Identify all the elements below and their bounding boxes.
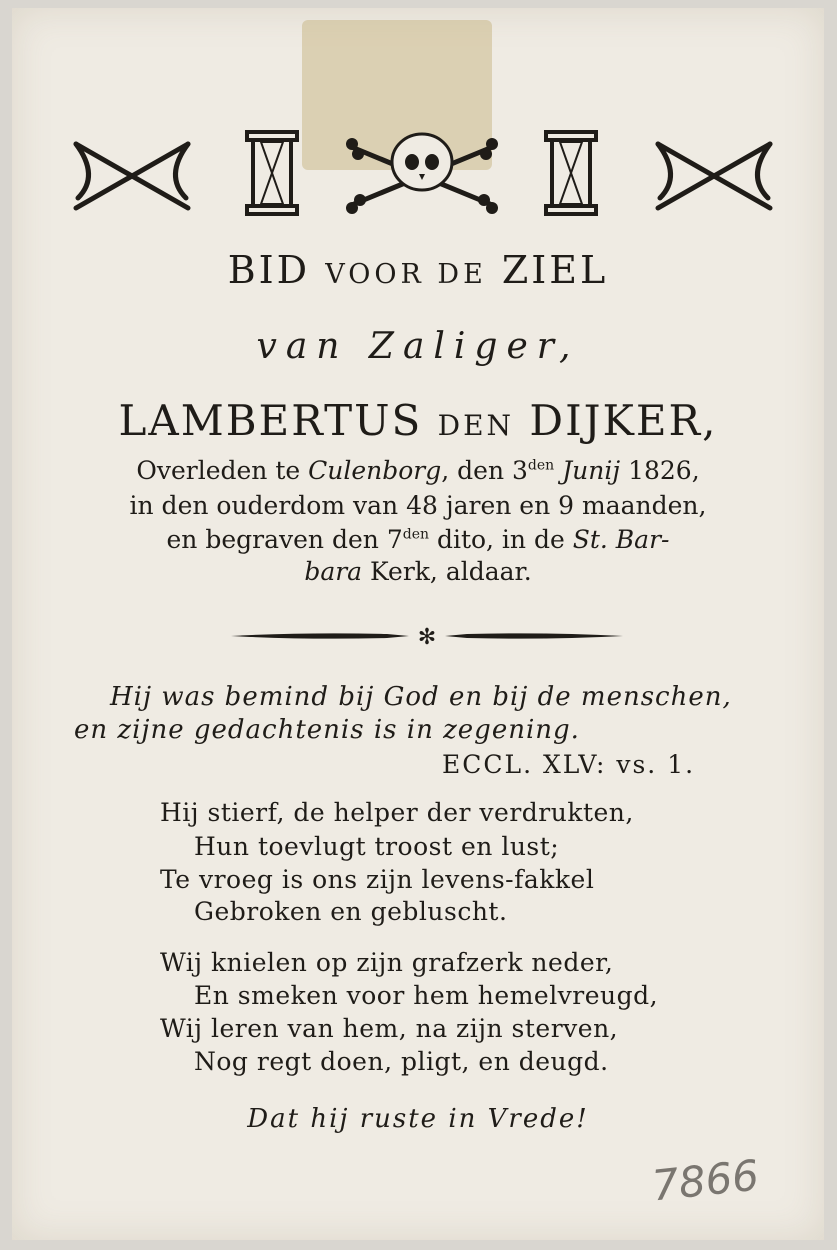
poem-line: Wij knielen op zijn grafzerk neder, — [160, 948, 614, 977]
heading-van-zaliger: van Zaliger, — [256, 326, 580, 367]
skull-crossbones-icon — [342, 126, 502, 216]
svg-text:✻: ✻ — [417, 625, 437, 648]
crossed-scythes-icon — [652, 136, 778, 216]
deceased-name — [12, 396, 824, 445]
ornamental-divider — [227, 624, 627, 648]
text-segment: dito, in de — [429, 525, 573, 554]
poem-line: Gebroken en gebluscht. — [194, 897, 508, 926]
age-line: in den ouderdom van 48 jaren en 9 maanden, — [129, 491, 707, 520]
ordinal-suffix: den — [402, 526, 429, 543]
memorial-card — [12, 8, 824, 1240]
heading-voor-de: VOOR DE — [325, 259, 487, 290]
heading-ziel: ZIEL — [501, 248, 609, 292]
closing-blessing: Dat hij ruste in Vrede! — [247, 1104, 589, 1134]
poem-line: En smeken voor hem hemelvreugd, — [194, 981, 659, 1010]
place-name: Culenborg — [308, 456, 442, 485]
name-particle: DEN — [437, 409, 515, 442]
church-line — [12, 557, 824, 586]
scripture-line-2: en zijne gedachtenis is in zegening. — [74, 715, 580, 745]
poem-line: Nog regt doen, pligt, en deugd. — [194, 1047, 609, 1076]
scripture-line-1: Hij was bemind bij God en bij de menschen, — [110, 682, 732, 712]
poem-line: Wij leren van hem, na zijn sterven, — [160, 1014, 619, 1043]
death-date-line — [12, 456, 824, 485]
name-first: LAMBERTUS — [118, 396, 423, 445]
name-last: DIJKER, — [529, 396, 718, 445]
prayer-heading — [12, 248, 824, 292]
hourglass-icon — [544, 130, 598, 216]
poem-line: Te vroeg is ons zijn levens-fakkel — [160, 865, 595, 894]
text-segment: Overleden te — [136, 456, 309, 485]
poem-line: Hij stierf, de helper der verdrukten, — [160, 798, 634, 827]
year: 1826, — [620, 456, 700, 485]
church-name-cont: bara — [304, 557, 363, 586]
month-name: Junij — [562, 456, 621, 485]
scripture-reference: ECCL. XLV: vs. 1. — [442, 750, 696, 779]
crossed-scythes-icon — [70, 136, 196, 216]
ordinal-suffix: den — [527, 457, 555, 474]
text-segment: en begraven den 7 — [166, 525, 403, 554]
catalog-number: 7866 — [649, 1150, 762, 1211]
text-segment: , den 3 — [441, 456, 528, 485]
ornament-row — [12, 118, 824, 228]
burial-line — [12, 525, 824, 554]
church-name: St. Bar- — [572, 525, 670, 554]
poem-line: Hun toevlugt troost en lust; — [194, 832, 560, 861]
hourglass-icon — [245, 130, 299, 216]
heading-bid: BID — [227, 248, 311, 292]
text-segment: Kerk, aldaar. — [362, 557, 532, 586]
